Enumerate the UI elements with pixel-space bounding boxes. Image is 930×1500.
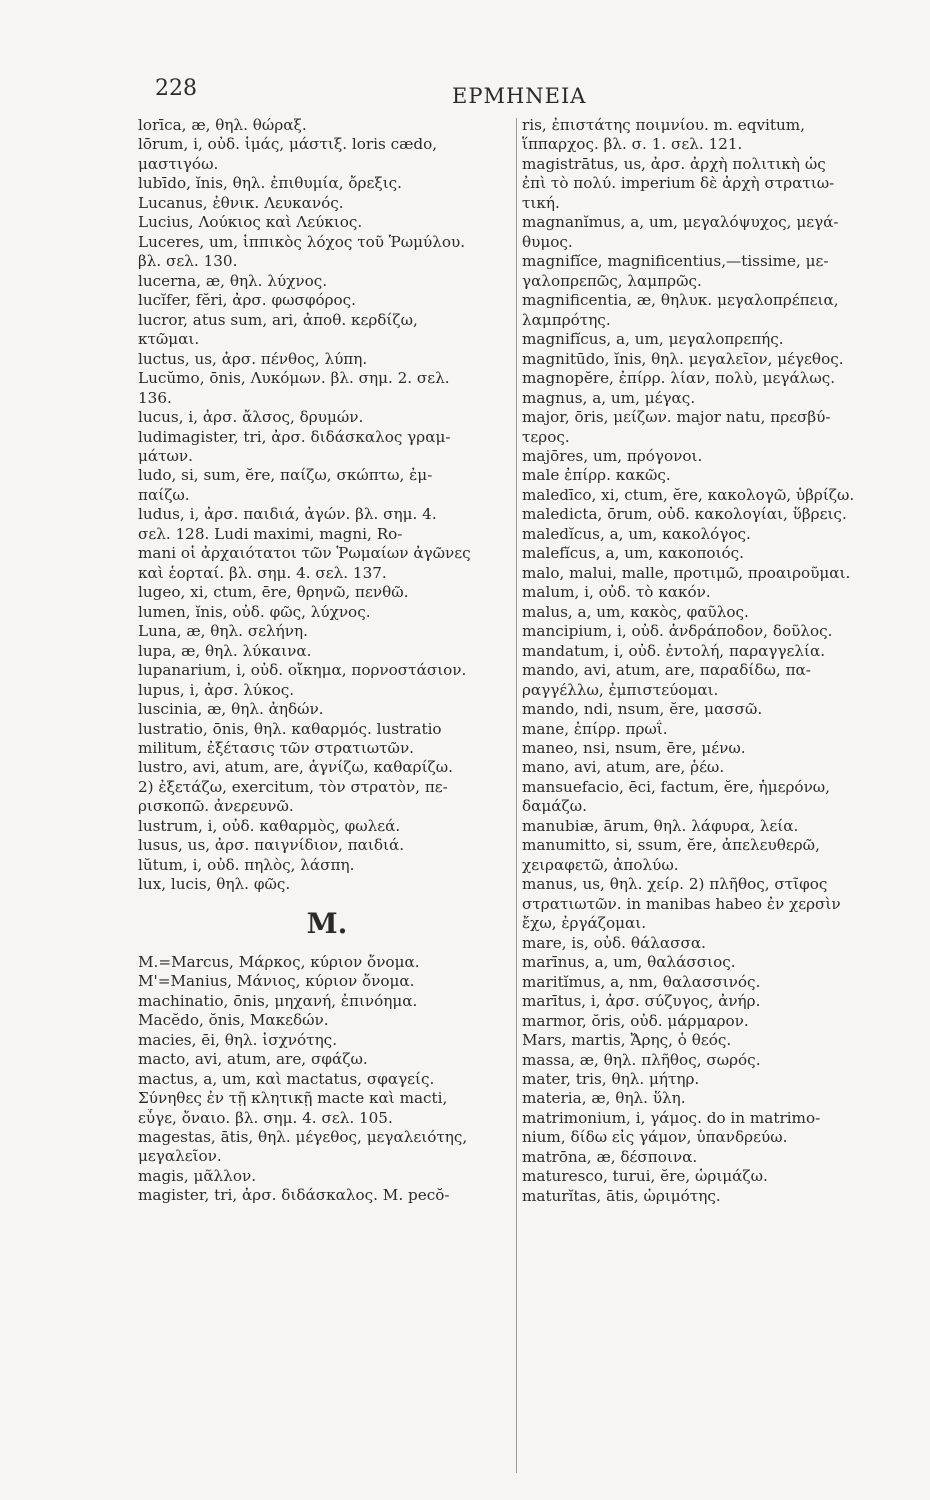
- dictionary-line: matrōna, æ, δέσποινα.: [522, 1147, 698, 1166]
- dictionary-line: τερος.: [522, 427, 570, 446]
- dictionary-line: στρατιωτῶν. in manibas habeo ἐν χερσὶν: [522, 894, 841, 913]
- dictionary-line: lusus, us, ἀρσ. παιγνίδιον, παιδιά.: [138, 836, 405, 855]
- dictionary-line: mandatum, i, οὐδ. ἐντολή, παραγγελία.: [522, 641, 826, 660]
- dictionary-line: βλ. σελ. 130.: [138, 252, 238, 271]
- dictionary-line: lupanarium, i, οὐδ. οἴκημα, πορνοστάσιον.: [138, 661, 467, 680]
- dictionary-line: majōres, um, πρόγονοι.: [522, 446, 703, 465]
- dictionary-line: mare, is, οὐδ. θάλασσα.: [522, 933, 706, 952]
- dictionary-line: Σύνηθες ἐν τῇ κλητικῇ macte καὶ macti,: [138, 1089, 448, 1108]
- dictionary-line: lorīca, æ, θηλ. θώραξ.: [138, 116, 307, 134]
- dictionary-line: massa, æ, θηλ. πλῆθος, σωρός.: [522, 1050, 761, 1069]
- dictionary-line: Macĕdo, ŏnis, Μακεδών.: [138, 1011, 329, 1030]
- dictionary-line: lucus, i, ἀρσ. ἄλσος, δρυμών.: [138, 408, 364, 427]
- dictionary-line: lŭtum, i, οὐδ. πηλὸς, λάσπη.: [138, 855, 355, 874]
- dictionary-line: Lucius, Λούκιος καὶ Λεύκιος.: [138, 213, 363, 232]
- dictionary-line: παίζω.: [138, 485, 190, 504]
- dictionary-line: Luna, æ, θηλ. σελήνη.: [138, 622, 308, 641]
- dictionary-line: ἵππαρχος. βλ. σ. 1. σελ. 121.: [522, 135, 743, 154]
- dictionary-line: lumen, ĭnis, οὐδ. φῶς, λύχνος.: [138, 602, 371, 621]
- dictionary-line: mando, avi, atum, are, παραδίδω, πα-: [522, 661, 811, 680]
- dictionary-line: macies, ēi, θηλ. ἰσχνότης.: [138, 1030, 338, 1049]
- dictionary-line: lux, lucis, θηλ. φῶς.: [138, 875, 291, 894]
- dictionary-line: 136.: [138, 388, 172, 407]
- dictionary-line: ἔχω, ἐργάζομαι.: [522, 914, 647, 933]
- dictionary-line: lucĭfer, fĕri, ἀρσ. φωσφόρος.: [138, 291, 357, 310]
- dictionary-line: maturĭtas, ātis, ὡριμότης.: [522, 1186, 721, 1205]
- dictionary-line: nium, δίδω εἰς γάμον, ὑπανδρεύω.: [522, 1128, 788, 1147]
- dictionary-line: ludo, si, sum, ĕre, παίζω, σκώπτω, ἐμ-: [138, 466, 433, 485]
- dictionary-line: δαμάζω.: [522, 797, 587, 816]
- dictionary-line: lustrum, i, οὐδ. καθαρμὸς, φωλεά.: [138, 816, 401, 835]
- page-number: 228: [155, 76, 197, 101]
- dictionary-line: lugeo, xi, ctum, ēre, θρηνῶ, πενθῶ.: [138, 583, 409, 602]
- dictionary-line: lucerna, æ, θηλ. λύχνος.: [138, 271, 328, 290]
- dictionary-line: Lucanus, ἐθνικ. Λευκανός.: [138, 193, 344, 212]
- dictionary-line: magnopĕre, ἐπίρρ. λίαν, πολὺ, μεγάλως.: [522, 369, 836, 388]
- dictionary-line: marītus, i, ἀρσ. σύζυγος, ἀνήρ.: [522, 992, 761, 1011]
- dictionary-line: magistrātus, us, ἀρσ. ἀρχὴ πολιτικὴ ὡς: [522, 154, 826, 173]
- dictionary-line: lupa, æ, θηλ. λύκαινα.: [138, 641, 312, 660]
- dictionary-line: Luceres, um, ἱππικὸς λόχος τοῦ Ῥωμύλου.: [138, 232, 466, 251]
- dictionary-line: καὶ ἑορταί. βλ. σημ. 4. σελ. 137.: [138, 563, 387, 582]
- dictionary-line: μάτων.: [138, 446, 193, 465]
- dictionary-line: Mars, martis, Ἄρης, ὁ θεός.: [522, 1031, 732, 1050]
- dictionary-line: μαστιγόω.: [138, 154, 219, 173]
- left-entries-m: [138, 953, 516, 1206]
- dictionary-line: marīnus, a, um, θαλάσσιος.: [522, 953, 736, 972]
- dictionary-line: magnus, a, um, μέγας.: [522, 388, 696, 407]
- dictionary-line: θυμος.: [522, 232, 573, 251]
- dictionary-line: maledĭcus, a, um, κακολόγος.: [522, 524, 751, 543]
- dictionary-line: lubīdo, ĭnis, θηλ. ἐπιθυμία, ὄρεξις.: [138, 174, 403, 193]
- section-heading: M.: [306, 906, 348, 940]
- right-column: [522, 116, 902, 1206]
- dictionary-line: mansuefacio, ēci, factum, ĕre, ἡμερόνω,: [522, 777, 831, 796]
- dictionary-line: male ἐπίρρ. κακῶς.: [522, 466, 671, 485]
- dictionary-line: ludus, i, ἀρσ. παιδιά, ἀγών. βλ. σημ. 4.: [138, 505, 437, 524]
- dictionary-line: luctus, us, ἀρσ. πένθος, λύπη.: [138, 349, 368, 368]
- dictionary-line: σελ. 128. Ludi maximi, magni, Ro-: [138, 524, 403, 543]
- dictionary-line: γαλοπρεπῶς, λαμπρῶς.: [522, 271, 702, 290]
- dictionary-line: marmor, ŏris, οὐδ. μάρμαρον.: [522, 1011, 749, 1030]
- dictionary-line: maturesco, turui, ĕre, ὡριμάζω.: [522, 1167, 768, 1186]
- dictionary-line: μεγαλεῖον.: [138, 1147, 222, 1166]
- right-entries: [522, 116, 902, 1206]
- dictionary-line: ραγγέλλω, ἐμπιστεύομαι.: [522, 680, 719, 699]
- dictionary-line: Lucŭmo, ōnis, Λυκόμων. βλ. σημ. 2. σελ.: [138, 369, 450, 388]
- dictionary-line: maledīco, xi, ctum, ĕre, κακολογῶ, ὑβρίζω.: [522, 485, 855, 504]
- dictionary-line: major, ōris, μείζων. major natu, πρεσβύ-: [522, 408, 831, 427]
- dictionary-line: ludimagister, tri, ἀρσ. διδάσκαλος γραμ-: [138, 427, 451, 446]
- dictionary-line: ἐπὶ τὸ πολύ. imperium δὲ ἀρχὴ στρατιω-: [522, 174, 835, 193]
- dictionary-line: εὖγε, ὄναιο. βλ. σημ. 4. σελ. 105.: [138, 1108, 393, 1127]
- dictionary-line: magister, tri, ἀρσ. διδάσκαλος. M. pecŏ-: [138, 1186, 450, 1205]
- dictionary-line: malefĭcus, a, um, κακοποιός.: [522, 544, 745, 563]
- dictionary-line: mando, ndi, nsum, ĕre, μασσῶ.: [522, 700, 763, 719]
- dictionary-line: lupus, i, ἀρσ. λύκος.: [138, 680, 295, 699]
- dictionary-line: mane, ἐπίρρ. πρωΐ.: [522, 719, 668, 738]
- dictionary-line: malo, malui, malle, προτιμῶ, προαιροῦμαι.: [522, 563, 851, 582]
- dictionary-line: λαμπρότης.: [522, 310, 611, 329]
- dictionary-line: manumitto, si, ssum, ĕre, ἀπελευθερῶ,: [522, 836, 820, 855]
- dictionary-line: τική.: [522, 193, 560, 212]
- dictionary-line: χειραφετῶ, ἀπολύω.: [522, 855, 679, 874]
- dictionary-line: maledicta, ōrum, οὐδ. κακολογίαι, ὕβρεις.: [522, 505, 847, 524]
- dictionary-line: lustratio, ōnis, θηλ. καθαρμός. lustratio: [138, 719, 442, 738]
- dictionary-line: ris, ἐπιστάτης ποιμνίου. m. eqvitum,: [522, 116, 806, 134]
- dictionary-line: κτῶμαι.: [138, 330, 200, 349]
- dictionary-line: malus, a, um, κακὸς, φαῦλος.: [522, 602, 749, 621]
- dictionary-line: manus, us, θηλ. χείρ. 2) πλῆθος, στῖφος: [522, 875, 828, 894]
- dictionary-line: mano, avi, atum, are, ῥέω.: [522, 758, 725, 777]
- dictionary-line: matrimonium, i, γάμος. do in matrimo-: [522, 1108, 821, 1127]
- dictionary-line: magnitūdo, ĭnis, θηλ. μεγαλεῖον, μέγεθος.: [522, 349, 844, 368]
- column-divider: [516, 118, 517, 1473]
- dictionary-line: mancipium, i, οὐδ. ἀνδράποδον, δοῦλος.: [522, 622, 833, 641]
- dictionary-line: machinatio, ōnis, μηχανή, ἐπινόημα.: [138, 991, 418, 1010]
- left-entries: [138, 116, 516, 895]
- dictionary-line: lucror, atus sum, ari, ἀποθ. κερδίζω,: [138, 310, 418, 329]
- running-header: ΕΡΜΗΝΕΙΑ: [452, 84, 587, 108]
- dictionary-line: malum, i, οὐδ. τὸ κακόν.: [522, 583, 711, 602]
- dictionary-line: militum, ἐξέτασις τῶν στρατιωτῶν.: [138, 739, 415, 757]
- dictionary-line: lustro, avi, atum, are, ἁγνίζω, καθαρίζω.: [138, 758, 453, 777]
- dictionary-line: magnifĭce, magnificentius,—tissime, με-: [522, 252, 829, 271]
- dictionary-line: magnanĭmus, a, um, μεγαλόψυχος, μεγά-: [522, 213, 839, 232]
- dictionary-line: maneo, nsi, nsum, ēre, μένω.: [522, 739, 746, 757]
- dictionary-line: M'=Manius, Μάνιος, κύριον ὄνομα.: [138, 972, 415, 991]
- dictionary-line: magnificentia, æ, θηλυκ. μεγαλοπρέπεια,: [522, 291, 839, 310]
- dictionary-line: mani οἱ ἀρχαιότατοι τῶν Ῥωμαίων ἀγῶνες: [138, 544, 471, 563]
- dictionary-line: 2) ἐξετάζω, exercitum, τὸν στρατὸν, πε-: [138, 777, 448, 796]
- dictionary-line: maritĭmus, a, nm, θαλασσινός.: [522, 972, 761, 991]
- dictionary-line: mactus, a, um, καὶ mactatus, σφαγείς.: [138, 1069, 435, 1088]
- dictionary-line: materia, æ, θηλ. ὕλη.: [522, 1089, 686, 1108]
- dictionary-line: mater, tris, θηλ. μήτηρ.: [522, 1069, 700, 1088]
- dictionary-line: lōrum, i, οὐδ. ἱμάς, μάστιξ. loris cædo,: [138, 135, 438, 154]
- dictionary-line: magestas, ātis, θηλ. μέγεθος, μεγαλειότης,: [138, 1127, 468, 1146]
- dictionary-line: M.=Marcus, Μάρκος, κύριον ὄνομα.: [138, 952, 420, 971]
- dictionary-line: magnifĭcus, a, um, μεγαλοπρεπής.: [522, 330, 784, 349]
- left-column: [138, 116, 516, 1206]
- dictionary-line: macto, avi, atum, are, σφάζω.: [138, 1050, 368, 1069]
- dictionary-line: magis, μᾶλλον.: [138, 1166, 257, 1185]
- dictionary-line: ρισκοπῶ. ἀνερευνῶ.: [138, 797, 294, 816]
- dictionary-line: manubiæ, ārum, θηλ. λάφυρα, λεία.: [522, 816, 799, 835]
- dictionary-line: luscinia, æ, θηλ. ἀηδών.: [138, 700, 324, 719]
